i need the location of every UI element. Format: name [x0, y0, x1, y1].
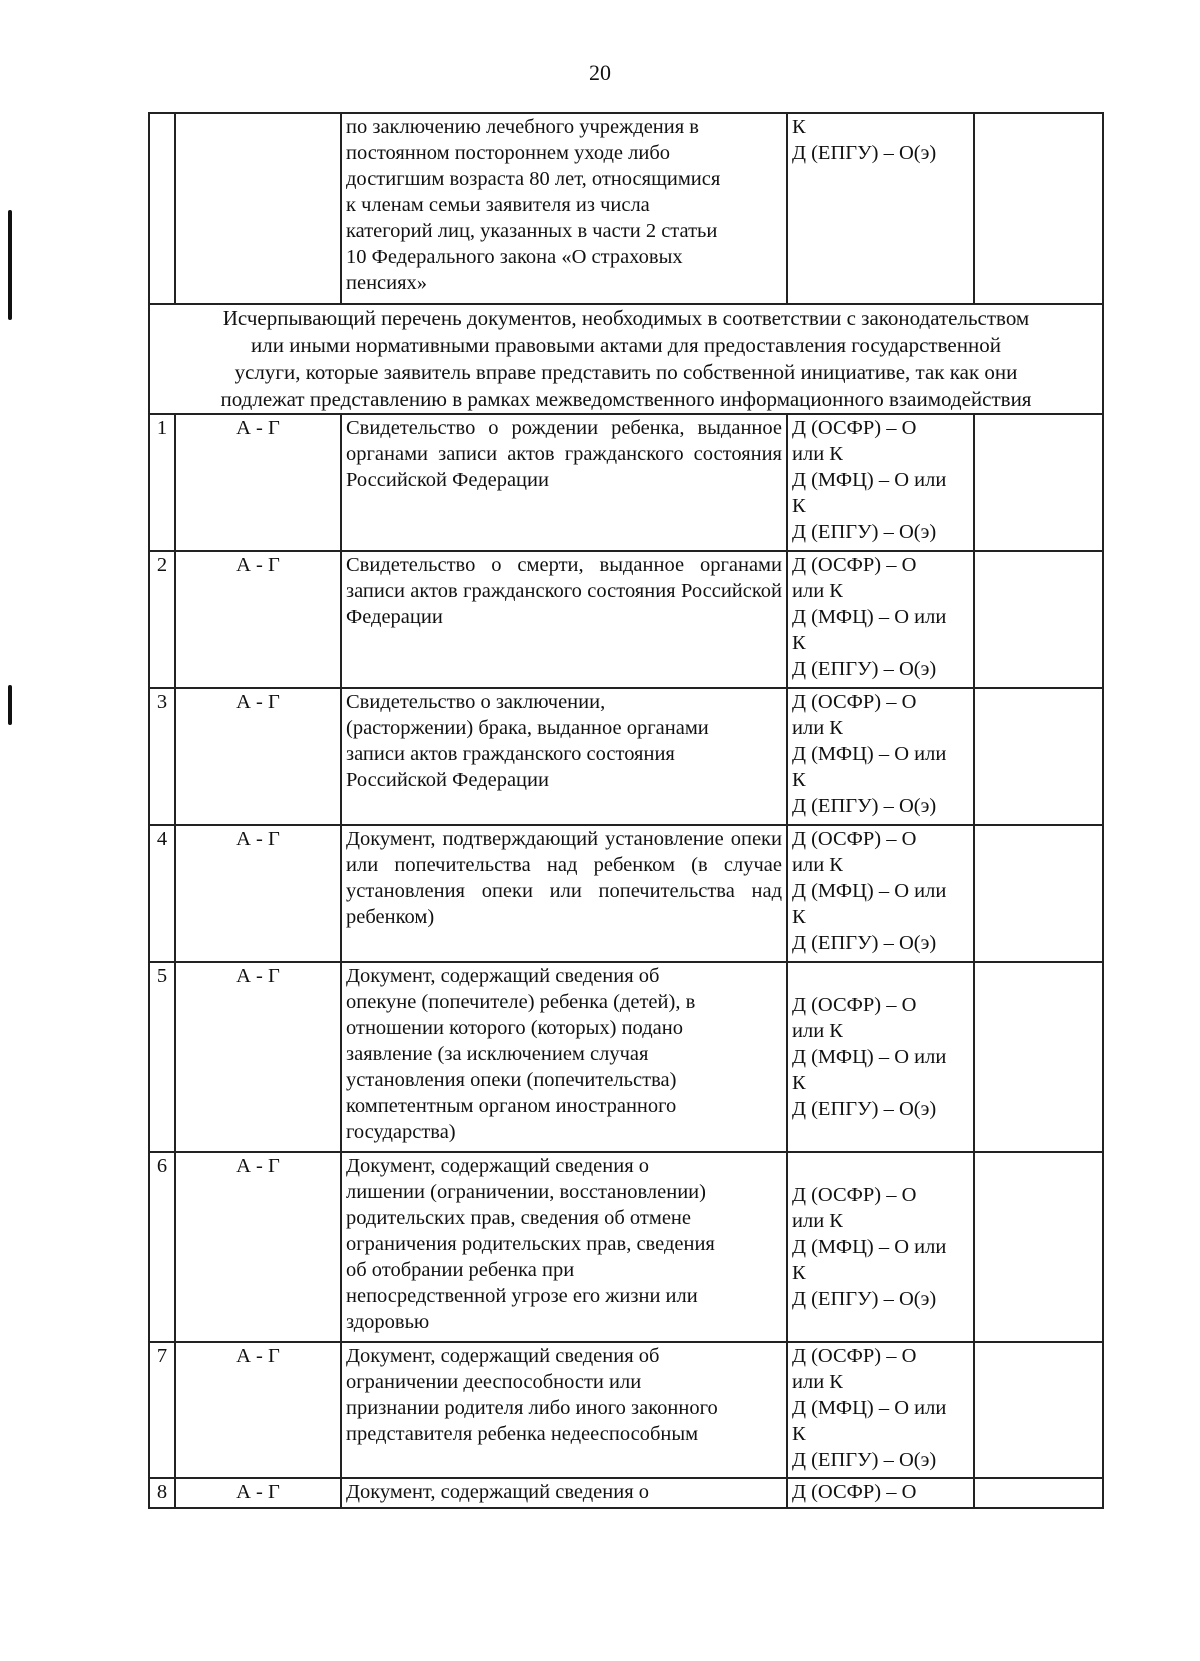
row-number-cell: 6 — [149, 1152, 175, 1342]
document-line: Российской Федерации — [346, 769, 549, 791]
document-line: (расторжении) брака, выданное органами — [346, 717, 709, 739]
row-category-cell: А - Г — [175, 1478, 341, 1508]
way-line: Д (ЕПГУ) – О(э) — [792, 795, 937, 817]
document-line: родительских прав, сведения об отмене — [346, 1207, 691, 1229]
row-number-cell: 1 — [149, 414, 175, 551]
row-extra-cell — [974, 1478, 1103, 1508]
section-header-row — [149, 304, 1103, 414]
document-line: постоянном постороннем уходе либо — [346, 142, 671, 164]
way-line: или К — [792, 443, 843, 465]
way-line: Д (ОСФР) – О — [792, 554, 917, 576]
row-number-cell — [149, 113, 175, 304]
way-line: К — [792, 1423, 806, 1445]
document-line: 10 Федерального закона «О страховых — [346, 246, 683, 268]
way-line: Д (МФЦ) – О или — [792, 743, 947, 765]
row-document-cell — [341, 1152, 787, 1342]
row-number-cell: 7 — [149, 1342, 175, 1478]
document-line: государства) — [346, 1121, 456, 1143]
way-line: Д (ОСФР) – О — [792, 828, 917, 850]
section-header-line: или иными нормативными правовыми актами для предоставления государственной — [251, 333, 1001, 357]
row-extra-cell — [974, 1342, 1103, 1478]
row-way-cell — [787, 113, 974, 304]
document-line: Свидетельство о заключении, — [346, 691, 606, 713]
way-line: Д (МФЦ) – О или — [792, 1046, 947, 1068]
section-header — [149, 304, 1103, 414]
documents-table — [148, 112, 1104, 1509]
document-line: об отобрании ребенка при — [346, 1259, 575, 1281]
table-row-continued — [149, 113, 1103, 304]
table-row — [149, 414, 1103, 551]
table-row — [149, 551, 1103, 688]
row-way-cell — [787, 688, 974, 825]
row-category-cell: А - Г — [175, 1342, 341, 1478]
row-extra-cell — [974, 414, 1103, 551]
page-number: 20 — [589, 60, 611, 85]
row-number-cell: 2 — [149, 551, 175, 688]
row-way-cell — [787, 414, 974, 551]
document-line: непосредственной угрозе его жизни или — [346, 1285, 698, 1307]
document-line: пенсиях» — [346, 272, 428, 294]
scan-mark — [8, 210, 12, 320]
document-line: к членам семьи заявителя из числа — [346, 194, 650, 216]
way-line: Д (ОСФР) – О — [792, 417, 917, 439]
row-document-cell — [341, 962, 787, 1152]
row-extra-cell — [974, 113, 1103, 304]
row-category-cell: А - Г — [175, 962, 341, 1152]
row-category-cell: А - Г — [175, 688, 341, 825]
document-line: Документ, содержащий сведения о — [346, 1155, 650, 1177]
way-line: Д (ЕПГУ) – О(э) — [792, 1449, 937, 1471]
way-line: К — [792, 116, 806, 138]
way-line: К — [792, 906, 806, 928]
row-category-cell: А - Г — [175, 1152, 341, 1342]
way-line: Д (МФЦ) – О или — [792, 1236, 947, 1258]
table-row — [149, 1342, 1103, 1478]
way-line: Д (ЕПГУ) – О(э) — [792, 1098, 937, 1120]
way-line: или К — [792, 1020, 843, 1042]
row-category-cell: А - Г — [175, 825, 341, 962]
way-line: К — [792, 769, 806, 791]
way-line: К — [792, 1072, 806, 1094]
way-line: Д (ЕПГУ) – О(э) — [792, 932, 937, 954]
row-way-cell — [787, 1152, 974, 1342]
way-line: Д (ЕПГУ) – О(э) — [792, 521, 937, 543]
document-line: установления опеки (попечительства) — [346, 1069, 677, 1091]
row-way-cell — [787, 962, 974, 1152]
scan-mark — [8, 685, 12, 725]
table-row — [149, 962, 1103, 1152]
way-line: Д (ЕПГУ) – О(э) — [792, 1288, 937, 1310]
row-extra-cell — [974, 688, 1103, 825]
way-line: или К — [792, 854, 843, 876]
way-line: К — [792, 1262, 806, 1284]
way-line: Д (ОСФР) – О — [792, 691, 917, 713]
row-category-cell — [175, 113, 341, 304]
way-line: или К — [792, 580, 843, 602]
row-document-cell — [341, 1342, 787, 1478]
row-extra-cell — [974, 551, 1103, 688]
document-line: заявление (за исключением случая — [346, 1043, 649, 1065]
document-line: записи актов гражданского состояния — [346, 743, 675, 765]
row-document-cell — [341, 113, 787, 304]
row-extra-cell — [974, 1152, 1103, 1342]
document-line: отношении которого (которых) подано — [346, 1017, 683, 1039]
table-row — [149, 1478, 1103, 1508]
section-header-line: Исчерпывающий перечень документов, необходимых в соответствии с законодательством — [222, 306, 1030, 330]
way-line: Д (ОСФР) – О — [792, 1184, 917, 1206]
way-line: Д (ОСФР) – О — [792, 994, 917, 1016]
table-row — [149, 1152, 1103, 1342]
way-line: или К — [792, 1210, 843, 1232]
row-document-cell: Свидетельство о рождении ребенка, выданное органами записи актов гражданского состояния Российской Федерации — [341, 414, 787, 551]
way-line: Д (ОСФР) – О — [792, 1345, 917, 1367]
row-extra-cell — [974, 825, 1103, 962]
row-document-cell: Свидетельство о смерти, выданное органами записи актов гражданского состояния Российской Федерации — [341, 551, 787, 688]
document-line: достигшим возраста 80 лет, относящимися — [346, 168, 721, 190]
document-line: представителя ребенка недееспособным — [346, 1423, 699, 1445]
way-line: Д (МФЦ) – О или — [792, 1397, 947, 1419]
way-line: Д (ЕПГУ) – О(э) — [792, 142, 937, 164]
document-line: признании родителя либо иного законного — [346, 1397, 718, 1419]
way-line: К — [792, 632, 806, 654]
document-line: лишении (ограничении, восстановлении) — [346, 1181, 706, 1203]
document-line: компетентным органом иностранного — [346, 1095, 677, 1117]
section-header-line: подлежат представлению в рамках межведомственного информационного взаимодействия — [220, 387, 1032, 411]
document-line: по заключению лечебного учреждения в — [346, 116, 699, 138]
table-row — [149, 688, 1103, 825]
way-line: Д (МФЦ) – О или — [792, 880, 947, 902]
way-line: или К — [792, 717, 843, 739]
row-extra-cell — [974, 962, 1103, 1152]
document-line: ограничении дееспособности или — [346, 1371, 642, 1393]
way-line: К — [792, 495, 806, 517]
way-line: Д (МФЦ) – О или — [792, 469, 947, 491]
document-line: Документ, содержащий сведения об — [346, 965, 660, 987]
document-line: ограничения родительских прав, сведения — [346, 1233, 715, 1255]
section-header-line: услуги, которые заявитель вправе представить по собственной инициативе, так как они — [234, 360, 1018, 384]
row-way-cell — [787, 825, 974, 962]
way-line: или К — [792, 1371, 843, 1393]
row-document-cell: Документ, содержащий сведения о — [341, 1478, 787, 1508]
way-line: Д (ОСФР) – О — [792, 1481, 917, 1503]
way-line: Д (МФЦ) – О или — [792, 606, 947, 628]
row-number-cell: 3 — [149, 688, 175, 825]
row-number-cell: 5 — [149, 962, 175, 1152]
document-line: опекуне (попечителе) ребенка (детей), в — [346, 991, 696, 1013]
row-number-cell: 4 — [149, 825, 175, 962]
table-row — [149, 825, 1103, 962]
document-line: здоровью — [346, 1311, 430, 1333]
row-category-cell: А - Г — [175, 414, 341, 551]
row-way-cell — [787, 551, 974, 688]
row-way-cell — [787, 1342, 974, 1478]
row-way-cell — [787, 1478, 974, 1508]
row-number-cell: 8 — [149, 1478, 175, 1508]
document-line: категорий лиц, указанных в части 2 статьи — [346, 220, 718, 242]
row-category-cell: А - Г — [175, 551, 341, 688]
row-document-cell: Документ, подтверждающий установление опеки или попечительства над ребенком (в случае установления опеки или попечительства над ребенком) — [341, 825, 787, 962]
document-line: Документ, содержащий сведения об — [346, 1345, 660, 1367]
row-document-cell — [341, 688, 787, 825]
way-line: Д (ЕПГУ) – О(э) — [792, 658, 937, 680]
